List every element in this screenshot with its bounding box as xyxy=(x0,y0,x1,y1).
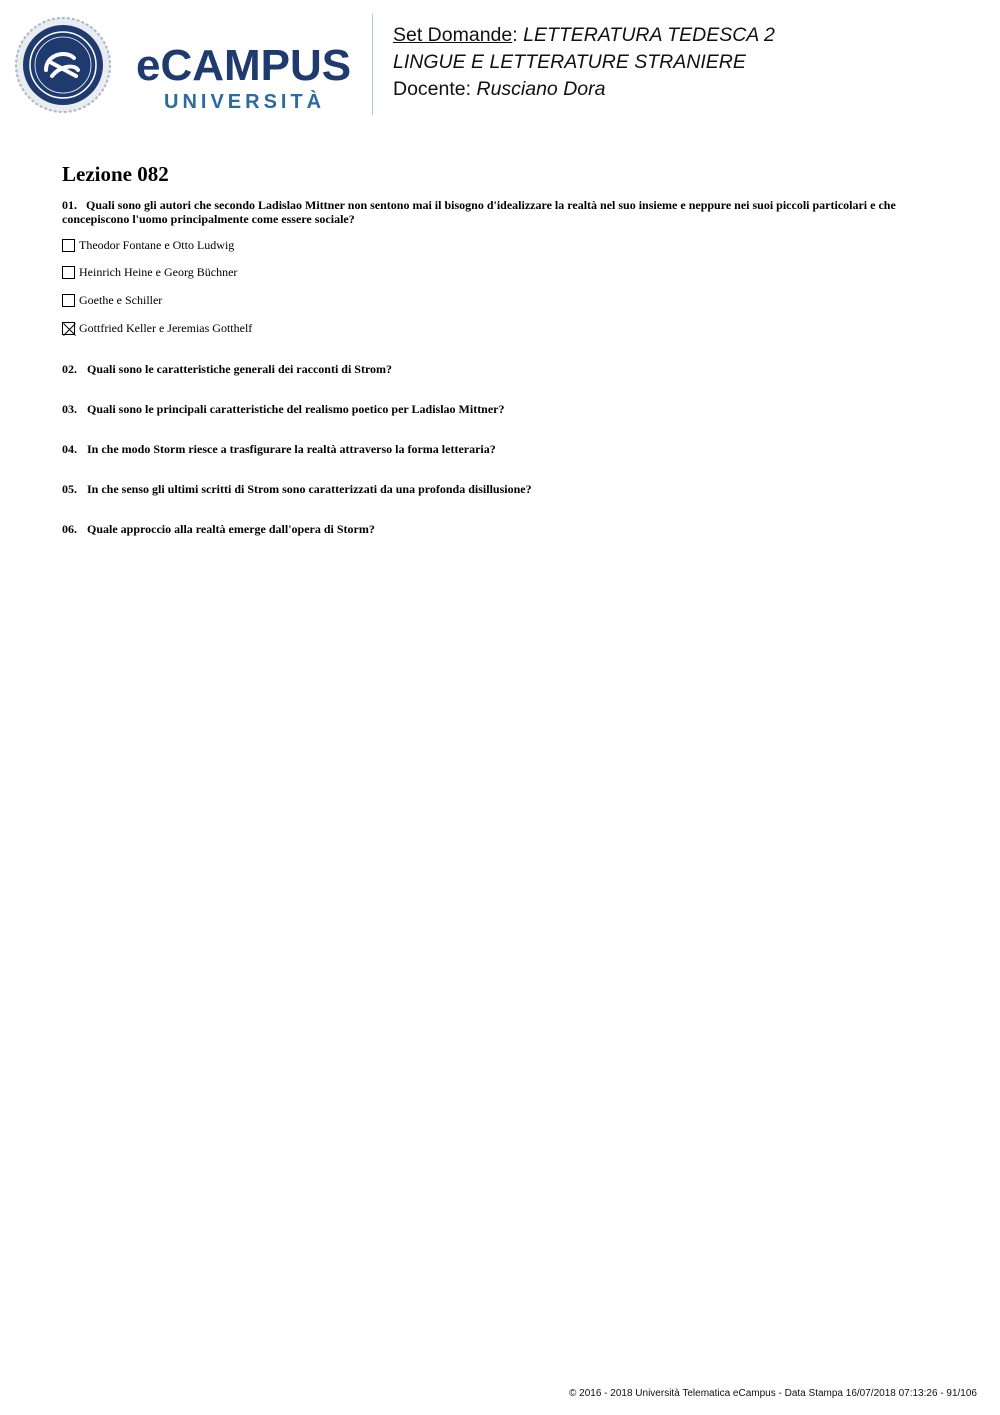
header-divider xyxy=(372,14,373,115)
option-label: Heinrich Heine e Georg Büchner xyxy=(79,265,238,280)
option-label: Goethe e Schiller xyxy=(79,292,163,307)
checked-checkbox-icon[interactable] xyxy=(62,322,75,335)
answer-option[interactable] xyxy=(62,265,252,281)
checkbox-icon[interactable] xyxy=(62,266,75,279)
question-5 xyxy=(62,482,532,498)
docente-line xyxy=(393,76,775,103)
lesson-title: Lezione 082 xyxy=(62,162,169,186)
question-text: Quali sono le principali caratteristiche del realismo poetico per Ladislao Mittner? xyxy=(87,402,505,416)
question-list xyxy=(62,362,532,562)
question-number: 02. xyxy=(62,362,77,376)
header-text xyxy=(393,22,775,103)
svg-text:eCAMPUS: eCAMPUS xyxy=(136,41,352,90)
question-number: 01. xyxy=(62,198,77,212)
question-1 xyxy=(62,198,942,226)
docente-label: Docente: xyxy=(393,78,472,100)
answer-option[interactable] xyxy=(62,237,252,253)
set-label: Set Domande xyxy=(393,24,513,46)
question-number: 05. xyxy=(62,482,77,496)
question-text: In che modo Storm riesce a trasfigurare la realtà attraverso la forma letteraria? xyxy=(87,442,496,456)
question-text: Quali sono le caratteristiche generali dei racconti di Strom? xyxy=(87,362,393,376)
set-line xyxy=(393,22,775,49)
course-name: LETTERATURA TEDESCA 2 xyxy=(523,24,775,46)
page-header xyxy=(0,0,1000,130)
question-3 xyxy=(62,402,532,418)
question-6 xyxy=(62,522,532,538)
set-separator: : xyxy=(512,24,518,46)
checkbox-icon[interactable] xyxy=(62,294,75,307)
question-text: In che senso gli ultimi scritti di Strom sono caratterizzati da una profonda disillusione? xyxy=(87,482,532,496)
question-2 xyxy=(62,362,532,378)
answer-options xyxy=(62,237,252,348)
option-label: Theodor Fontane e Otto Ludwig xyxy=(79,237,235,252)
docente-name: Rusciano Dora xyxy=(476,78,606,100)
page-footer: © 2016 - 2018 Università Telematica eCampus - Data Stampa 16/07/2018 07:13:26 - 91/106 xyxy=(569,1388,977,1399)
question-text: Quali sono gli autori che secondo Ladislao Mittner non sentono mai il bisogno d'idealizzare la realtà nel suo insieme e neppure nei suoi piccoli particolari e che concepiscono l'uomo principalmente come essere sociale? xyxy=(62,198,896,226)
checkbox-icon[interactable] xyxy=(62,239,75,252)
degree-name: LINGUE E LETTERATURE STRANIERE xyxy=(393,51,746,73)
ecampus-logo xyxy=(14,14,354,118)
answer-option[interactable] xyxy=(62,292,252,308)
question-4 xyxy=(62,442,532,458)
question-text: Quale approccio alla realtà emerge dall'opera di Storm? xyxy=(87,522,375,536)
option-label: Gottfried Keller e Jeremias Gotthelf xyxy=(79,320,253,335)
answer-option-selected[interactable] xyxy=(62,320,252,336)
question-number: 06. xyxy=(62,522,77,536)
question-number: 04. xyxy=(62,442,77,456)
svg-text:UNIVERSITÀ: UNIVERSITÀ xyxy=(164,91,326,113)
question-number: 03. xyxy=(62,402,77,416)
